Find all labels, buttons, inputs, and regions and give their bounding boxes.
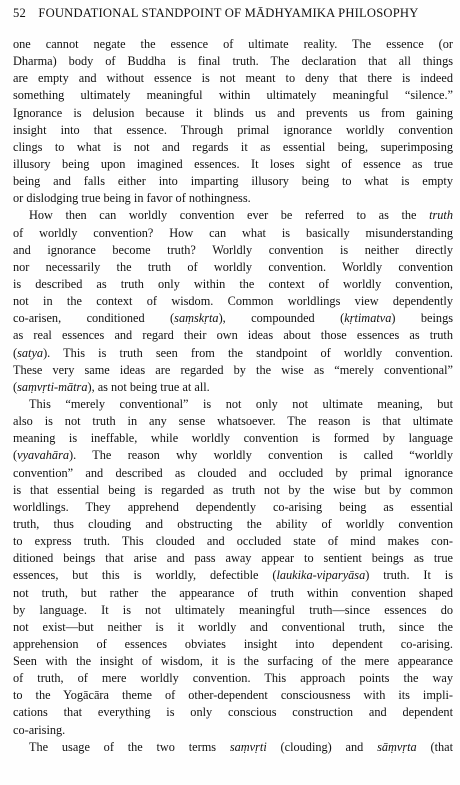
text-line: also is not truth in any sense whatsoever. The reason is that ultimate: [13, 414, 453, 429]
text-line: are empty and without essence is not meant to deny that there is indeed: [13, 71, 453, 86]
text-line: nor necessarily the truth of worldly convention. Worldly convention: [13, 259, 453, 274]
text-line: co-arisen, conditioned (saṃskṛta), compounded (kṛtimatva) beings: [13, 311, 453, 326]
text-line: of worldly convention? How can what is basically misunderstanding: [13, 225, 453, 240]
text-line: is that essential being is regarded as truth not by the wise but by common: [13, 482, 453, 497]
text-line: Dharma) body of Buddha is final truth. The declaration that all things: [13, 54, 453, 69]
text-line: How then can worldly convention ever be referred to as the truth: [29, 208, 453, 223]
page-number: 52: [13, 6, 26, 20]
text-line: of truth, of mere worldly convention. This approach points the way: [13, 671, 453, 686]
text-line: cations that everything is only conscious construction and dependent: [13, 705, 453, 720]
text-line: Ignorance is delusion because it blinds us and prevents us from gaining: [13, 105, 453, 120]
text-line: or dislodging true being in favor of nothingness.: [13, 191, 251, 206]
text-line: (satya). This is truth seen from the standpoint of worldly convention.: [13, 345, 453, 360]
text-line: co-arising.: [13, 722, 66, 737]
text-line: convention” and described as clouded and occluded by primal ignorance: [13, 465, 453, 480]
text-line: ditioned beings that arise and pass away appear to sentient beings as true: [13, 551, 453, 566]
text-line: This “merely conventional” is not only not ultimate meaning, but: [29, 396, 453, 411]
text-line: (vyavahāra). The reason why worldly convention is called “worldly: [13, 448, 453, 463]
text-line: apprehension of essences obviates insight into dependent co-arising.: [13, 636, 453, 651]
text-line: something ultimately meaningful within ultimately meaningful “silence.”: [13, 88, 453, 103]
running-header: [13, 4, 453, 22]
text-line: as real essences and regard their own ideas about those essences as truth: [13, 328, 453, 343]
text-line: not in the context of wisdom. Common worldlings view dependently: [13, 294, 453, 309]
text-line: not exist—but neither is it worldly and conventional truth, since the: [13, 619, 453, 634]
body-text: [13, 36, 453, 756]
text-line: is described as truth only within the context of worldly convention,: [13, 276, 453, 291]
text-line: insight into that essence. Through primal ignorance worldly convention: [13, 122, 453, 137]
text-line: not truth, but rather the appearance of truth within convention shaped: [13, 585, 453, 600]
text-line: (saṃvṛti-mātra), as not being true at all.: [13, 379, 210, 394]
text-line: meaning is ineffable, while worldly convention is formed by language: [13, 431, 453, 446]
text-line: to the Yogācāra theme of other-dependent consciousness with its impli-: [13, 688, 453, 703]
text-line: The usage of the two terms saṃvṛti (clouding) and sāṃvṛta (that: [29, 739, 453, 754]
text-line: Seen with the insight of wisdom, it is the surfacing of the mere appearance: [13, 654, 453, 669]
text-line: one cannot negate the essence of ultimate reality. The essence (or: [13, 37, 453, 51]
text-line: to express truth. This clouded and occluded state of mind makes con-: [13, 534, 453, 549]
text-line: clings to what is not and regards it as essential being, superimposing: [13, 139, 453, 154]
text-line: illusory being upon imagined essences. It loses sight of essence as true: [13, 156, 453, 171]
text-line: by language. It is not ultimately meaningful truth—since essences do: [13, 602, 453, 617]
text-line: truth, thus clouding and obstructing the ability of worldly convention: [13, 516, 453, 531]
text-line: and ignorance become truth? Worldly convention is neither directly: [13, 242, 453, 257]
text-line: worldlings. They apprehend dependently co-arising being as essential: [13, 499, 453, 514]
running-title: FOUNDATIONAL STANDPOINT OF MĀDHYAMIKA PHILOSOPHY: [38, 6, 419, 20]
text-line: These very same ideas are regarded by the wise as “merely conventional”: [13, 362, 453, 377]
text-line: essences, but this is worldly, defectible (laukika-viparyāsa) truth. It is: [13, 568, 453, 583]
text-line: being and falls either into imparting illusory being to what is empty: [13, 174, 453, 189]
